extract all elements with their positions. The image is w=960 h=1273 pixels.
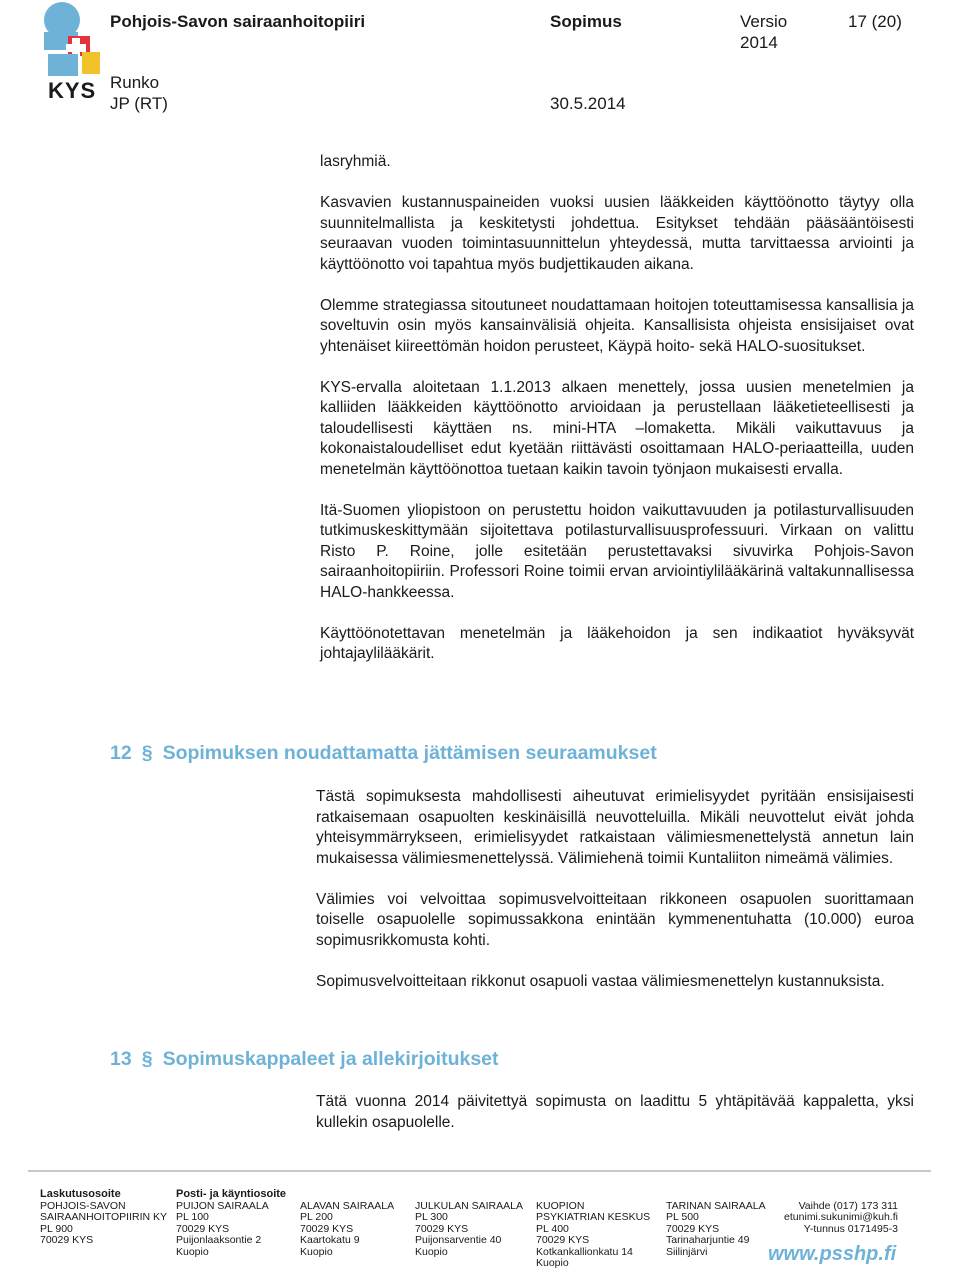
footer-billing <box>40 1189 167 1247</box>
footer-caption: Posti- ja käyntiosoite <box>176 1188 287 1200</box>
footer-line: etunimi.sukunimi@kuh.fi <box>784 1211 898 1223</box>
footer-line: PL 900 <box>40 1222 73 1235</box>
paragraph: KYS-ervalla aloitetaan 1.1.2013 alkaen menettely, jossa uusien menetelmien ja kalliiden lääkkeiden käyttöönotto arvioidaan ja perustellaan lääketieteellisesti ja taloudellisesti käyttäen ns. mini-HTA –lomaketta. Mikäli vaikuttavuus ja kokonaistaloudelliset edut kyetään riittävästi osoittamaan HALO-periaatteilla, uuden menetelmän käyttöönottoa tuetaan kaikin tavoin työnjaon mukaisesti ervalla. <box>320 378 914 478</box>
footer-line: PL 100 <box>176 1211 209 1223</box>
footer-line: 70029 KYS <box>536 1234 590 1246</box>
footer-line: Puijonlaaksontie 2 <box>176 1234 262 1246</box>
paragraph: lasryhmiä. <box>320 153 391 170</box>
paragraph: Itä-Suomen yliopistoon on perustettu hoidon vaikuttavuuden ja potilasturvallisuuden tutkimuskeskittymään sijoitettava potilasturvallisuusprofessuuri. Virkaan on valittu Risto P. Roine, jolle esitetään perustettavaksi sivuvirka Pohjois-Savon sairaanhoitopiiriin. Professori Roine toimii ervan arviointiylilääkärinä valtakunnallisessa HALO-hankkeessa. <box>320 501 914 601</box>
section-12-body <box>316 787 914 992</box>
header-organization: Pohjois-Savon sairaanhoitopiiri <box>110 12 366 31</box>
paragraph: Käyttöönotettavan menetelmän ja lääkehoidon ja sen indikaatiot hyväksyvät johtajaylilääkärit. <box>320 624 914 662</box>
footer-line: 70029 KYS <box>176 1222 230 1235</box>
paragraph: Sopimusvelvoitteitaan rikkonut osapuoli vastaa välimiesmenettelyn kustannuksista. <box>316 972 885 990</box>
footer-line: Puijonsarventie 40 <box>415 1234 502 1246</box>
footer-julkula <box>415 1189 523 1258</box>
footer-contact <box>780 1189 898 1235</box>
footer-line: JULKULAN SAIRAALA <box>415 1199 523 1212</box>
header-version-label: Versio <box>740 12 788 31</box>
footer-alava <box>300 1189 394 1258</box>
footer-line: Kotkankallionkatu 14 <box>536 1245 633 1258</box>
footer-line: ALAVAN SAIRAALA <box>300 1199 395 1212</box>
section-number: 12 <box>110 742 132 764</box>
footer-line: PSYKIATRIAN KESKUS <box>536 1211 651 1223</box>
header-author: JP (RT) <box>110 94 168 113</box>
paragraph: Tätä vuonna 2014 päivitettyä sopimusta on laadittu 5 yhtäpitävää kappaletta, yksi kullekin osapuolelle. <box>316 1093 914 1131</box>
header-doc-type: Sopimus <box>550 12 622 31</box>
footer-line: 70029 KYS <box>40 1234 94 1246</box>
footer-line: SAIRAANHOITOPIIRIN KY <box>40 1211 167 1223</box>
header-date: 30.5.2014 <box>550 94 626 113</box>
section-title: Sopimuskappaleet ja allekirjoitukset <box>162 1048 499 1070</box>
footer-line: 70029 KYS <box>415 1222 469 1235</box>
section-title: Sopimuksen noudattamatta jättämisen seuraamukset <box>162 742 657 764</box>
footer-line: PL 400 <box>536 1222 569 1235</box>
footer-line: TARINAN SAIRAALA <box>666 1199 766 1212</box>
header-template: Runko <box>110 73 160 92</box>
section-symbol: § <box>141 1048 153 1070</box>
footer-puijo <box>176 1189 286 1258</box>
footer-line: PL 300 <box>415 1211 448 1223</box>
footer-line: 70029 KYS <box>666 1222 720 1235</box>
paragraph: Välimies voi velvoittaa sopimusvelvoitteitaan rikkoneen osapuolen suorittamaan toiselle osapuolelle sopimussakkona enintään kymmenentuhatta (10.000) euroa sopimusrikkomusta kohti. <box>316 890 914 949</box>
footer-line: PL 200 <box>300 1211 333 1223</box>
footer-line: Vaihde (017) 173 311 <box>798 1199 898 1212</box>
footer-divider <box>28 1170 931 1172</box>
footer-line: Kaartokatu 9 <box>300 1234 360 1246</box>
footer-caption: Laskutusosoite <box>40 1188 121 1200</box>
footer-line: Kuopio <box>415 1245 448 1258</box>
section-13-body <box>316 1092 914 1133</box>
footer-line: Tarinaharjuntie 49 <box>666 1234 750 1246</box>
footer-line: PUIJON SAIRAALA <box>176 1199 269 1212</box>
paragraph: Olemme strategiassa sitoutuneet noudattamaan hoitojen toteuttamisessa kansallisia ja soveltuvin osin myös kansainvälisiä ohjeita. Kansallisista ohjeista ensisijaiset ovat yhtenäiset kiireettömän hoidon perusteet, Käypä hoito- sekä HALO-suositukset. <box>320 296 914 355</box>
paragraph: Kasvavien kustannuspaineiden vuoksi uusien lääkkeiden käyttöönotto täytyy olla suunnitelmallista ja keskitetysti johdettua. Esitykset tehdään pääsääntöisesti seuraavan vuoden toimintasuunnittelun yhteydessä, mutta tarvittaessa arviointi ja käyttöönotto voi tapahtua myös budjettikauden aikana. <box>320 194 914 273</box>
logo-text: KYS <box>48 78 97 103</box>
footer-kuopio-psychiatry <box>536 1189 650 1270</box>
section-12-heading <box>110 742 657 765</box>
footer-tarina <box>666 1189 766 1258</box>
footer-line: Kuopio <box>536 1257 569 1269</box>
header-page-number: 17 (20) <box>848 12 902 31</box>
footer-line: POHJOIS-SAVON <box>40 1199 126 1212</box>
website-link[interactable]: www.psshp.fi <box>768 1243 897 1265</box>
header-version-value: 2014 <box>740 33 778 52</box>
section-symbol: § <box>141 742 153 764</box>
footer-line: Kuopio <box>176 1245 209 1258</box>
paragraph: Tästä sopimuksesta mahdollisesti aiheutuvat erimielisyydet pyritään ensisijaisesti ratkaisemaan osapuolten keskinäisillä neuvotteluilla. Mikäli neuvottelut eivät johda yhteisymmärrykseen, erimielisyydet ratkaistaan välimiesmenettelystä annetun lain mukaisessa välimiesmenettelyssä. Välimiehenä toimii Kuntaliiton nimeämä välimies. <box>316 788 914 867</box>
section-number: 13 <box>110 1048 132 1070</box>
footer-line: Siilinjärvi <box>666 1245 708 1258</box>
footer-line: Kuopio <box>300 1245 333 1258</box>
footer-line: PL 500 <box>666 1211 699 1223</box>
body-section <box>320 152 914 665</box>
section-13-heading <box>110 1048 499 1071</box>
footer-line: KUOPION <box>536 1199 585 1212</box>
footer-line: 70029 KYS <box>300 1222 354 1235</box>
footer-line: Y-tunnus 0171495-3 <box>803 1222 898 1235</box>
